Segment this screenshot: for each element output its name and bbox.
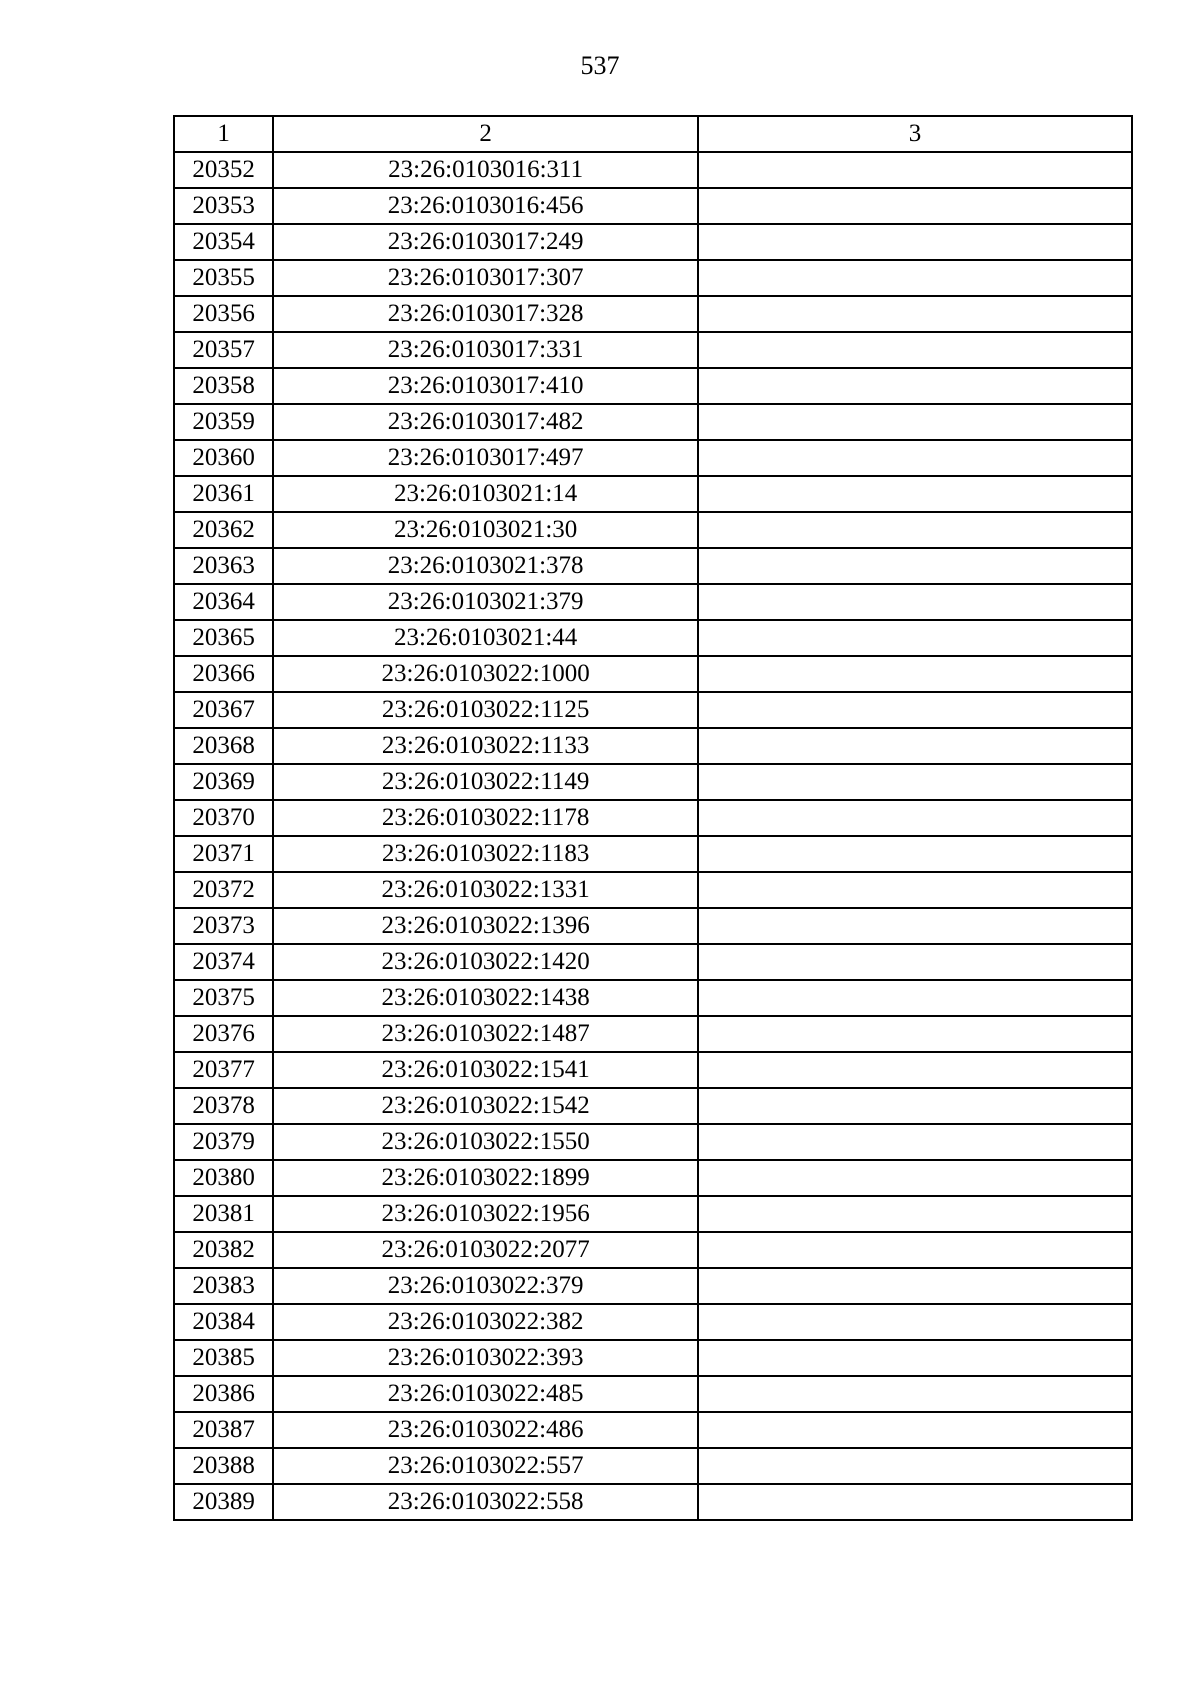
note-cell [698,1088,1132,1124]
table-row [174,1448,1132,1484]
table-row [174,548,1132,584]
table-row [174,476,1132,512]
note-cell [698,296,1132,332]
table-row [174,368,1132,404]
cadastral-number-cell: 23:26:0103021:30 [273,512,698,548]
table-row [174,692,1132,728]
note-cell [698,1304,1132,1340]
row-number-cell: 20371 [174,836,273,872]
table-header-row [174,116,1132,152]
note-cell [698,584,1132,620]
row-number-cell: 20379 [174,1124,273,1160]
cadastral-number-cell: 23:26:0103022:557 [273,1448,698,1484]
row-number-cell: 20375 [174,980,273,1016]
cadastral-number-cell: 23:26:0103016:311 [273,152,698,188]
table-row [174,1124,1132,1160]
cadastral-number-cell: 23:26:0103022:558 [273,1484,698,1520]
table-row [174,656,1132,692]
cadastral-number-cell: 23:26:0103022:1541 [273,1052,698,1088]
table-row [174,1376,1132,1412]
table-row [174,440,1132,476]
table-row [174,1340,1132,1376]
cadastral-number-cell: 23:26:0103017:482 [273,404,698,440]
table-row [174,1268,1132,1304]
table-row [174,944,1132,980]
cadastral-number-cell: 23:26:0103022:1149 [273,764,698,800]
row-number-cell: 20370 [174,800,273,836]
note-cell [698,332,1132,368]
table-row [174,1232,1132,1268]
table-row [174,1088,1132,1124]
cadastral-number-cell: 23:26:0103017:331 [273,332,698,368]
column-header-1: 1 [174,116,273,152]
note-cell [698,656,1132,692]
cadastral-number-cell: 23:26:0103017:497 [273,440,698,476]
cadastral-number-cell: 23:26:0103017:410 [273,368,698,404]
note-cell [698,1052,1132,1088]
note-cell [698,512,1132,548]
table-row [174,764,1132,800]
column-header-3: 3 [698,116,1132,152]
table-row [174,980,1132,1016]
row-number-cell: 20353 [174,188,273,224]
cadastral-number-cell: 23:26:0103022:379 [273,1268,698,1304]
table-row [174,1196,1132,1232]
row-number-cell: 20363 [174,548,273,584]
table-row [174,1160,1132,1196]
row-number-cell: 20362 [174,512,273,548]
note-cell [698,872,1132,908]
note-cell [698,224,1132,260]
row-number-cell: 20369 [174,764,273,800]
cadastral-number-cell: 23:26:0103022:1420 [273,944,698,980]
row-number-cell: 20372 [174,872,273,908]
data-table [173,115,1133,1521]
note-cell [698,404,1132,440]
note-cell [698,944,1132,980]
row-number-cell: 20385 [174,1340,273,1376]
cadastral-number-cell: 23:26:0103022:1438 [273,980,698,1016]
row-number-cell: 20364 [174,584,273,620]
row-number-cell: 20384 [174,1304,273,1340]
cadastral-number-cell: 23:26:0103021:379 [273,584,698,620]
row-number-cell: 20356 [174,296,273,332]
table-row [174,1304,1132,1340]
note-cell [698,476,1132,512]
row-number-cell: 20381 [174,1196,273,1232]
row-number-cell: 20387 [174,1412,273,1448]
table-row [174,620,1132,656]
cadastral-number-cell: 23:26:0103022:1133 [273,728,698,764]
row-number-cell: 20354 [174,224,273,260]
cadastral-number-cell: 23:26:0103022:1542 [273,1088,698,1124]
row-number-cell: 20365 [174,620,273,656]
note-cell [698,1196,1132,1232]
row-number-cell: 20380 [174,1160,273,1196]
note-cell [698,1160,1132,1196]
cadastral-number-cell: 23:26:0103022:2077 [273,1232,698,1268]
row-number-cell: 20382 [174,1232,273,1268]
cadastral-number-cell: 23:26:0103022:1125 [273,692,698,728]
cadastral-number-cell: 23:26:0103022:1899 [273,1160,698,1196]
table-row [174,1016,1132,1052]
note-cell [698,908,1132,944]
cadastral-number-cell: 23:26:0103022:393 [273,1340,698,1376]
cadastral-number-cell: 23:26:0103022:486 [273,1412,698,1448]
page-number: 537 [580,51,620,80]
note-cell [698,1448,1132,1484]
table-row [174,224,1132,260]
table-row [174,584,1132,620]
cadastral-number-cell: 23:26:0103022:1956 [273,1196,698,1232]
row-number-cell: 20366 [174,656,273,692]
note-cell [698,368,1132,404]
cadastral-number-cell: 23:26:0103017:307 [273,260,698,296]
table-row [174,512,1132,548]
note-cell [698,188,1132,224]
row-number-cell: 20368 [174,728,273,764]
note-cell [698,692,1132,728]
row-number-cell: 20383 [174,1268,273,1304]
table-body [174,152,1132,1520]
cadastral-number-cell: 23:26:0103022:1396 [273,908,698,944]
note-cell [698,620,1132,656]
table-row [174,800,1132,836]
note-cell [698,764,1132,800]
table-row [174,908,1132,944]
row-number-cell: 20352 [174,152,273,188]
table-row [174,404,1132,440]
note-cell [698,440,1132,476]
table-row [174,836,1132,872]
table-row [174,188,1132,224]
cadastral-number-cell: 23:26:0103021:14 [273,476,698,512]
row-number-cell: 20374 [174,944,273,980]
table-row [174,728,1132,764]
column-header-2: 2 [273,116,698,152]
row-number-cell: 20357 [174,332,273,368]
note-cell [698,260,1132,296]
note-cell [698,728,1132,764]
cadastral-number-cell: 23:26:0103022:382 [273,1304,698,1340]
note-cell [698,1232,1132,1268]
row-number-cell: 20373 [174,908,273,944]
table-row [174,332,1132,368]
row-number-cell: 20355 [174,260,273,296]
table-row [174,260,1132,296]
row-number-cell: 20388 [174,1448,273,1484]
note-cell [698,1124,1132,1160]
table-row [174,152,1132,188]
cadastral-number-cell: 23:26:0103016:456 [273,188,698,224]
note-cell [698,1412,1132,1448]
table-row [174,296,1132,332]
row-number-cell: 20386 [174,1376,273,1412]
row-number-cell: 20376 [174,1016,273,1052]
cadastral-number-cell: 23:26:0103022:1178 [273,800,698,836]
row-number-cell: 20367 [174,692,273,728]
table-row [174,872,1132,908]
note-cell [698,1376,1132,1412]
cadastral-number-cell: 23:26:0103022:1000 [273,656,698,692]
cadastral-number-cell: 23:26:0103022:1183 [273,836,698,872]
table-row [174,1412,1132,1448]
row-number-cell: 20377 [174,1052,273,1088]
note-cell [698,548,1132,584]
row-number-cell: 20359 [174,404,273,440]
note-cell [698,1016,1132,1052]
cadastral-number-cell: 23:26:0103017:328 [273,296,698,332]
note-cell [698,1268,1132,1304]
note-cell [698,800,1132,836]
note-cell [698,1340,1132,1376]
table-row [174,1052,1132,1088]
cadastral-number-cell: 23:26:0103021:378 [273,548,698,584]
cadastral-number-cell: 23:26:0103017:249 [273,224,698,260]
row-number-cell: 20360 [174,440,273,476]
row-number-cell: 20389 [174,1484,273,1520]
cadastral-number-cell: 23:26:0103021:44 [273,620,698,656]
row-number-cell: 20378 [174,1088,273,1124]
note-cell [698,1484,1132,1520]
cadastral-number-cell: 23:26:0103022:1550 [273,1124,698,1160]
row-number-cell: 20361 [174,476,273,512]
cadastral-number-cell: 23:26:0103022:1487 [273,1016,698,1052]
note-cell [698,152,1132,188]
cadastral-number-cell: 23:26:0103022:485 [273,1376,698,1412]
cadastral-number-cell: 23:26:0103022:1331 [273,872,698,908]
note-cell [698,980,1132,1016]
table-row [174,1484,1132,1520]
note-cell [698,836,1132,872]
row-number-cell: 20358 [174,368,273,404]
